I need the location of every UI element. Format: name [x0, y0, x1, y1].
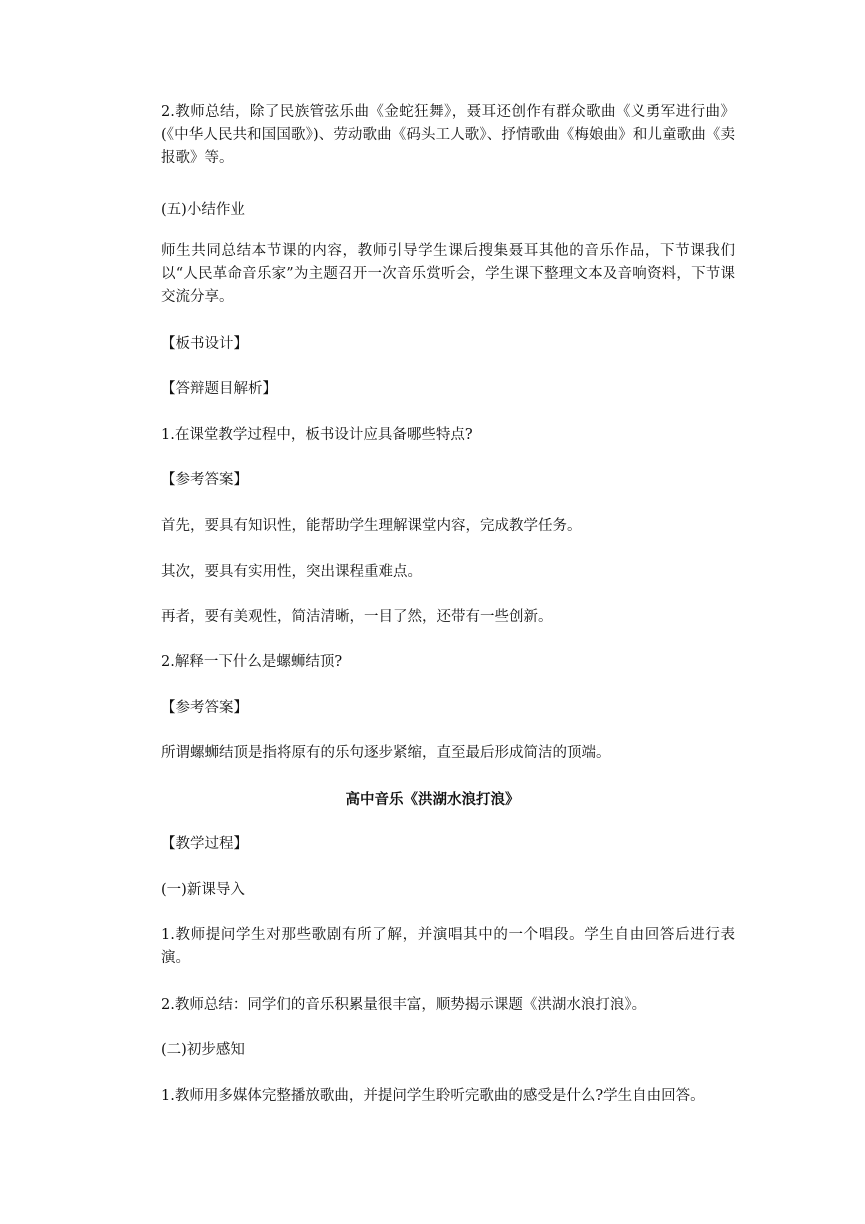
answer-1-point-1	[161, 515, 735, 538]
paragraph-text: 1.教师提问学生对那些歌剧有所了解，并演唱其中的一个唱段。学生自由回答后进行表演。	[161, 927, 735, 966]
paragraph-text: 所谓螺蛳结顶是指将原有的乐句逐步紧缩，直至最后形成简洁的顶端。	[161, 745, 611, 761]
lesson-title-text: 高中音乐《洪湖水浪打浪》	[345, 791, 520, 808]
paragraph-text: 再者，要有美观性，简洁清晰，一目了然，还带有一些创新。	[161, 609, 553, 625]
paragraph-text: 师生共同总结本节课的内容，教师引导学生课后搜集聂耳其他的音乐作品，下节课我们以“人民革命音乐家”为主题召开一次音乐赏听会，学生课下整理文本及音响资料，下节课交流分享。	[161, 243, 735, 305]
paragraph-intro-question	[161, 924, 735, 970]
paragraph-text: (二)初步感知	[161, 1042, 245, 1058]
section-heading-new-lesson-intro	[161, 879, 735, 902]
paragraph-text: 【教学过程】	[161, 836, 248, 852]
question-2	[161, 651, 735, 674]
paragraph-multimedia-playback	[161, 1085, 735, 1108]
section-heading-reference-answer-2	[161, 697, 735, 720]
paragraph-text: 【答辩题目解析】	[161, 381, 277, 397]
paragraph-text: 【板书设计】	[161, 336, 248, 352]
paragraph-text: 其次，要具有实用性，突出课程重难点。	[161, 564, 422, 580]
paragraph-text: 2.教师总结：同学们的音乐积累量很丰富，顺势揭示课题《洪湖水浪打浪》。	[161, 997, 647, 1013]
paragraph-text: 2.教师总结，除了民族管弦乐曲《金蛇狂舞》，聂耳还创作有群众歌曲《义勇军进行曲》(《中华人民共和国国歌》)、劳动歌曲《码头工人歌》、抒情歌曲《梅娘曲》和儿童歌曲《卖报歌》等。	[161, 104, 735, 166]
section-heading-initial-perception	[161, 1039, 735, 1062]
section-heading-blackboard-design	[161, 333, 735, 356]
paragraph-text: 1.在课堂教学过程中，板书设计应具备哪些特点?	[161, 427, 473, 443]
question-1	[161, 424, 735, 447]
paragraph-text: 2.解释一下什么是螺蛳结顶?	[161, 654, 343, 670]
paragraph-text: 【参考答案】	[161, 472, 248, 488]
paragraph-text: 首先，要具有知识性，能帮助学生理解课堂内容，完成教学任务。	[161, 518, 582, 534]
section-heading-defense-questions	[161, 378, 735, 401]
paragraph-intro-summary	[161, 994, 735, 1017]
answer-1-point-3	[161, 606, 735, 629]
lesson-title	[0, 788, 865, 811]
section-heading-reference-answer-1	[161, 469, 735, 492]
paragraph-summary-nie-er-works	[161, 101, 735, 170]
answer-1-point-2	[161, 561, 735, 584]
section-heading-summary-homework	[161, 199, 735, 222]
section-heading-teaching-process	[161, 833, 735, 856]
paragraph-text: (一)新课导入	[161, 882, 245, 898]
paragraph-text: 【参考答案】	[161, 700, 248, 716]
paragraph-class-summary	[161, 240, 735, 309]
answer-2	[161, 742, 735, 765]
paragraph-text: 1.教师用多媒体完整播放歌曲，并提问学生聆听完歌曲的感受是什么?学生自由回答。	[161, 1088, 705, 1104]
paragraph-text: (五)小结作业	[161, 202, 245, 218]
